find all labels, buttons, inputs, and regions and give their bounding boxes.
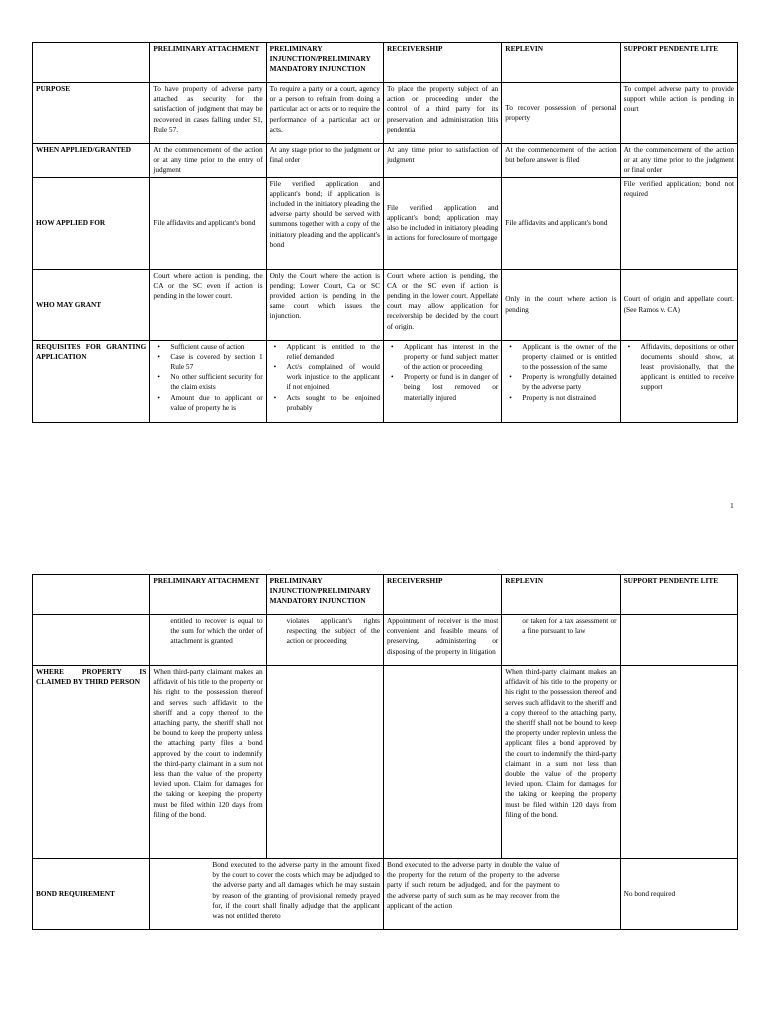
header-row — [33, 575, 738, 615]
cell-requisites-replevin — [502, 340, 620, 422]
cell-who-support: Court of origin and appellate court. (See Ramos v. CA) — [620, 269, 737, 340]
list-item: entitled to recover is equal to the sum for which the order of attachment is granted — [170, 616, 263, 646]
row-bond — [33, 859, 738, 930]
cell-cont-support — [620, 615, 737, 666]
list-item: • Sufficient cause of action — [170, 342, 262, 352]
list-item: • Property or fund is in danger of being lost removed or materially injured — [404, 372, 498, 403]
cell-cont-receivership: Appointment of receiver is the most convenient and feasible means of preserving, administering or disposing of the property in litigation — [383, 615, 501, 666]
cell-third-support — [620, 666, 737, 859]
list-item: • Amount due to applicant or value of property he is — [170, 393, 262, 413]
cell-third-injunction — [266, 666, 383, 859]
list-item: • Property is not distrained — [522, 393, 616, 403]
cell-purpose-replevin: To recover possession of personal property — [502, 83, 620, 144]
cell-when-attachment: At the commencement of the action or at any time prior to the entry of judgment — [150, 144, 266, 178]
header-attachment: PRELIMINARY ATTACHMENT — [150, 575, 266, 615]
cell-who-replevin: Only in the court where action is pending — [502, 269, 620, 340]
cell-cont-injunction — [266, 615, 383, 666]
cell-how-attachment: File affidavits and applicant's bond — [150, 177, 266, 269]
cell-requisites-attachment — [150, 340, 266, 422]
cell-cont-empty — [33, 615, 150, 666]
cell-third-attachment: When third-party claimant makes an affidavit of his title to the property or his right to the possession thereof and serves such affidavit to the sheriff and a copy thereof to the attaching party, the sheriff shall not be bound to keep the property unless the attaching party files a bond approved by the court to indemnify the third-party claimant in a sum not less than the value of the property levied upon. Claim for damages for the taking or keeping the property must be filed within 120 days from filing of the bond. — [150, 666, 266, 859]
cell-purpose-injunction: To require a party or a court, agency or a person to refrain from doing a particular act or acts or to require the performance of a particular act or acts. — [266, 83, 383, 144]
cell-requisites-support — [620, 340, 737, 422]
list-item: violates applicant's rights respecting the subject of the action or proceeding — [286, 616, 380, 646]
list-item: • Case is covered by section 1 Rule 57 — [170, 352, 262, 372]
header-injunction: PRELIMINARY INJUNCTION/PRELIMINARY MANDATORY INJUNCTION — [266, 43, 383, 83]
list-item: • Applicant has interest in the property or fund subject matter of the action or proceeding — [404, 342, 498, 373]
cell-purpose-attachment: To have property of adverse party attached as security for the satisfaction of judgment that may be recovered in cases falling under S1, Rule 57. — [150, 83, 266, 144]
cell-when-injunction: At any stage prior to the judgment or final order — [266, 144, 383, 178]
cell-who-injunction: Only the Court where the action is pending; Lower Court, Ca or SC provided action is pending in the same court which issues the injunction. — [266, 269, 383, 340]
header-support: SUPPORT PENDENTE LITE — [620, 575, 737, 615]
list-item: • Act/s complained of would work injustice to the applicant if not enjoined — [287, 362, 380, 393]
cell-who-attachment: Court where action is pending, the CA or the SC even if action is pending in the lower court. — [150, 269, 266, 340]
header-cell-empty — [33, 43, 150, 83]
cell-cont-replevin — [502, 615, 620, 666]
row-how — [33, 177, 738, 269]
cell-how-receivership: File verified application and applicant's bond; application may also be included in initiatory pleading in actions for foreclosure of mortgage — [383, 177, 501, 269]
row-third-person — [33, 666, 738, 859]
list-item: • Acts sought to be enjoined probably — [287, 393, 380, 413]
header-injunction: PRELIMINARY INJUNCTION/PRELIMINARY MANDATORY INJUNCTION — [266, 575, 383, 615]
cell-third-replevin: When third-party claimant makes an affidavit of his title to the property or his right to the possession thereof and serves such affidavit to the sheriff and a copy thereof to the attaching party, the sheriff shall not be bound to keep the property under replevin unless the applicant files a bond approved by the court to indemnify the third-party claimant in a sum not less than double the value of the property levied upon. Claim for damages for the taking or keeping the property must be filed within 120 days from filing of the bond. — [502, 666, 620, 859]
header-replevin: REPLEVIN — [502, 575, 620, 615]
header-attachment: PRELIMINARY ATTACHMENT — [150, 43, 266, 83]
cell-when-receivership: At any time prior to satisfaction of judgment — [383, 144, 501, 178]
cell-how-injunction: File verified application and applicant's bond; if application is included in the initiatory pleading the adverse party should be served with summons together with a copy of the initiatory pleading and the applicant's bond — [266, 177, 383, 269]
row-who — [33, 269, 738, 340]
cell-third-receivership — [383, 666, 501, 859]
row-purpose — [33, 83, 738, 144]
header-receivership: RECEIVERSHIP — [383, 43, 501, 83]
list-item: • Applicant is the owner of the property claimed or is entitled to the possession of the same — [522, 342, 616, 373]
header-receivership: RECEIVERSHIP — [383, 575, 501, 615]
cell-how-replevin: File affidavits and applicant's bond — [502, 177, 620, 269]
row-when — [33, 144, 738, 178]
row-continuation — [33, 615, 738, 666]
row-label-purpose: PURPOSE — [33, 83, 150, 144]
header-row — [33, 43, 738, 83]
cell-cont-attachment — [150, 615, 266, 666]
row-label-how: HOW APPLIED FOR — [33, 177, 150, 269]
row-label-bond: BOND REQUIREMENT — [33, 859, 150, 930]
cell-how-support: File verified application; bond not required — [620, 177, 737, 269]
row-label-who: WHO MAY GRANT — [33, 269, 150, 340]
cell-when-support: At the commencement of the action or at any time prior to the judgment or final order — [620, 144, 737, 178]
list-item: • Property is wrongfully detained by the adverse party — [522, 372, 616, 392]
cell-who-receivership: Court where action is pending, the CA or the SC even if action is pending in the lower court. Appellate court may allow application for receivership be decided by the court of origin. — [383, 269, 501, 340]
list-item: or taken for a tax assessment or a fine pursuant to law — [522, 616, 617, 636]
row-label-requisites: REQUISITES FOR GRANTING APPLICATION — [33, 340, 150, 422]
remedies-table-page-2 — [32, 574, 738, 930]
page-number: 1 — [730, 501, 734, 510]
row-label-third-person: WHERE PROPERTY IS CLAIMED BY THIRD PERSON — [33, 666, 150, 859]
cell-purpose-receivership: To place the property subject of an action or proceeding under the control of a third party for its preservation and administration litis pendentia — [383, 83, 501, 144]
cell-requisites-injunction — [266, 340, 383, 422]
cell-bond-support: No bond required — [620, 859, 737, 930]
remedies-table-page-1 — [32, 42, 738, 423]
list-item: • No other sufficient security for the claim exists — [170, 372, 262, 392]
header-cell-empty — [33, 575, 150, 615]
cell-requisites-receivership — [383, 340, 501, 422]
list-item: • Affidavits, depositions or other documents should show, at least provisionally, that the applicant is entitled to receive support — [641, 342, 734, 393]
header-support: SUPPORT PENDENTE LITE — [620, 43, 737, 83]
cell-bond-receivership-replevin: Bond executed to the adverse party in double the value of the property for the return of the property to the adverse party if such return be adjudged, and for the payment to the adverse party of such sum as he may recover from the applicant of the action — [383, 859, 620, 930]
row-requisites — [33, 340, 738, 422]
row-label-when: WHEN APPLIED/GRANTED — [33, 144, 150, 178]
list-item: • Applicant is entitled to the relief demanded — [287, 342, 380, 362]
header-replevin: REPLEVIN — [502, 43, 620, 83]
cell-bond-attachment-injunction: Bond executed to the adverse party in the amount fixed by the court to cover the costs which may be adjudged to the adverse party and all damages which he may sustain by reason of the granting of provisional remedy prayed for, if the court shall finally adjudge that the applicant was not entitled thereto — [150, 859, 384, 930]
cell-when-replevin: At the commencement of the action but before answer is filed — [502, 144, 620, 178]
cell-purpose-support: To compel adverse party to provide support while action is pending in court — [620, 83, 737, 144]
